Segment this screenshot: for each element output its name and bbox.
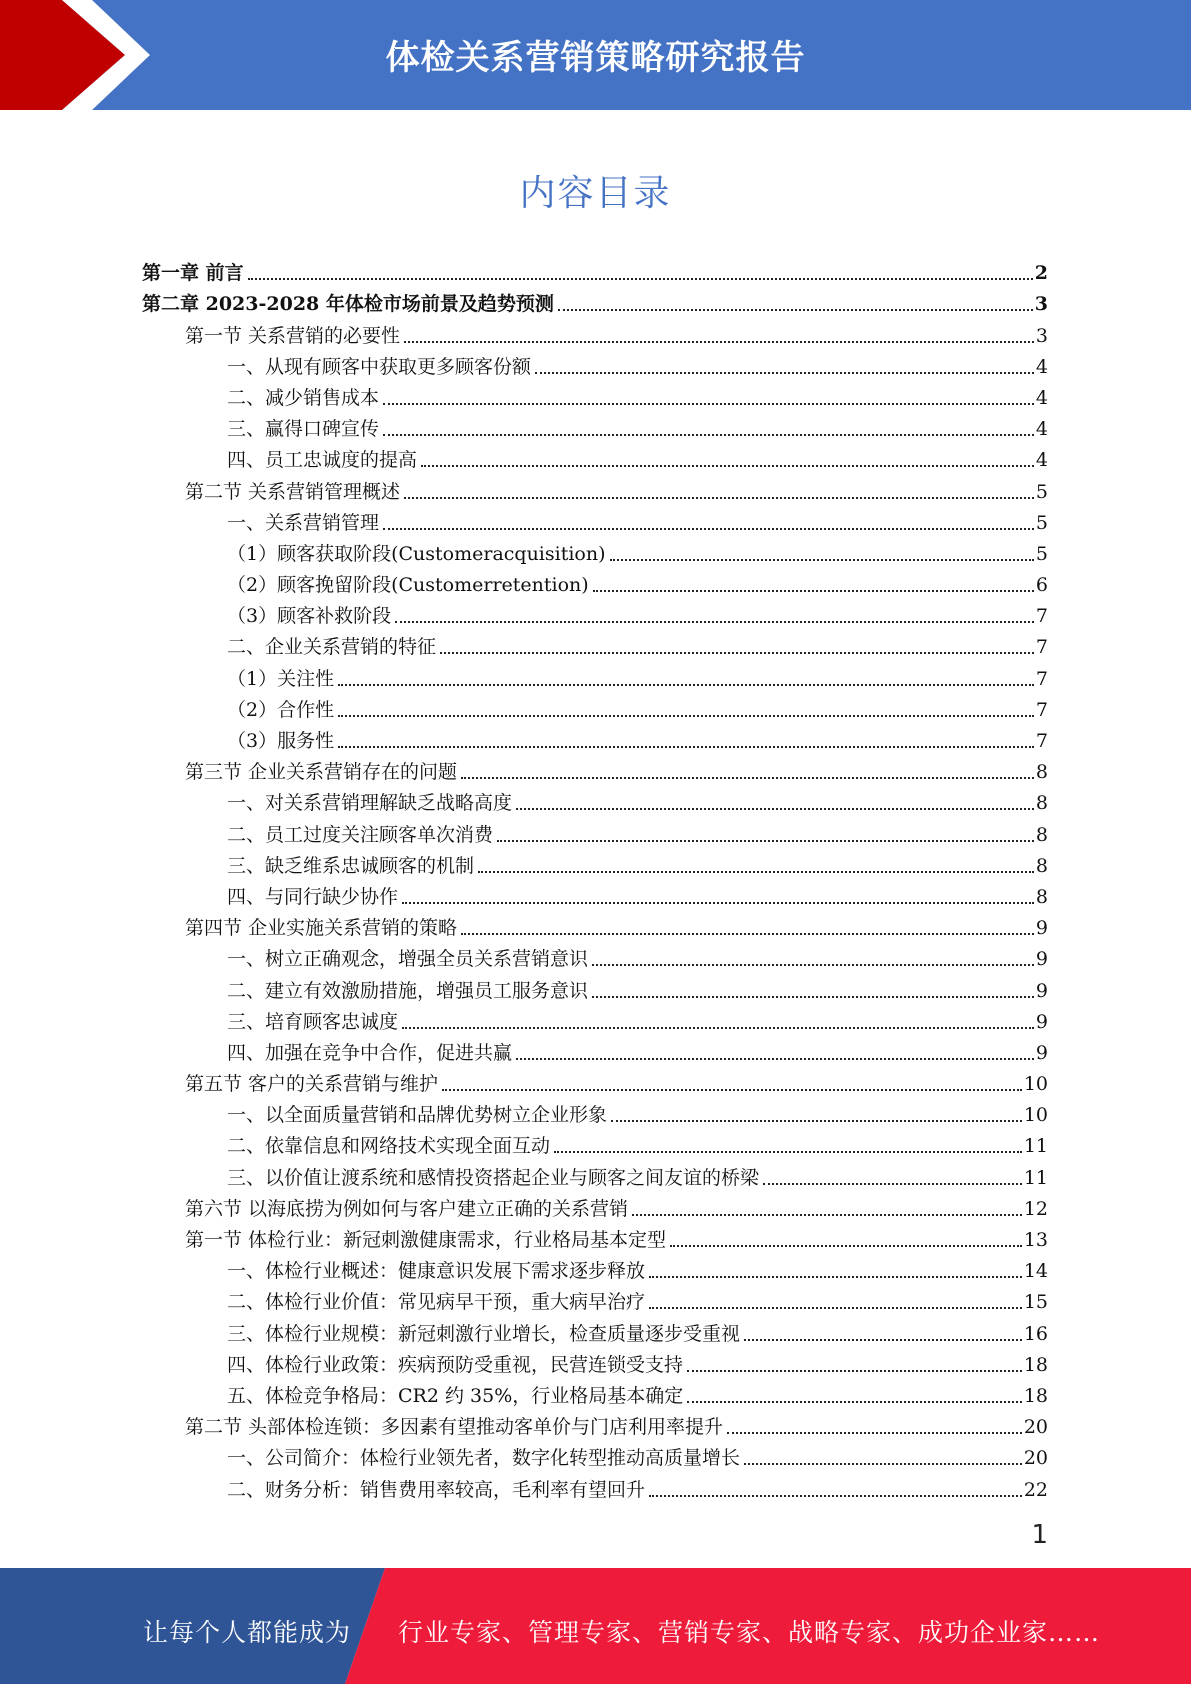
toc-entry[interactable]	[142, 316, 1048, 347]
toc-entry-page: 4	[1035, 449, 1048, 472]
toc-entry-title: 一、从现有顾客中获取更多顾客份额	[227, 355, 532, 378]
toc-leader-dots	[763, 1183, 1022, 1185]
toc-entry-title: 四、加强在竞争中合作，促进共赢	[227, 1041, 513, 1064]
toc-entry-page: 8	[1035, 823, 1048, 846]
footer-band	[0, 1568, 1191, 1684]
toc-leader-dots	[383, 528, 1034, 530]
toc-entry[interactable]	[142, 909, 1048, 940]
toc-entry-page: 5	[1035, 511, 1048, 534]
toc-entry-page: 5	[1035, 542, 1048, 565]
toc-entry-title: 一、以全面质量营销和品牌优势树立企业形象	[227, 1104, 608, 1127]
toc-entry-title: 二、财务分析：销售费用率较高，毛利率有望回升	[227, 1478, 646, 1501]
toc-entry-title: 第一章 前言	[142, 262, 244, 285]
toc-entry[interactable]	[142, 1127, 1048, 1158]
table-of-contents	[142, 254, 1048, 1502]
toc-entry-page: 20	[1023, 1416, 1048, 1439]
toc-leader-dots	[461, 933, 1034, 935]
toc-entry-page: 11	[1023, 1135, 1048, 1158]
toc-entry[interactable]	[142, 1283, 1048, 1314]
toc-entry[interactable]	[142, 410, 1048, 441]
toc-entry[interactable]	[142, 691, 1048, 722]
toc-entry-title: （1）关注性	[227, 667, 335, 690]
toc-entry[interactable]	[142, 1221, 1048, 1252]
toc-entry-title: 四、与同行缺少协作	[227, 885, 399, 908]
toc-entry-page: 11	[1023, 1166, 1048, 1189]
toc-entry-title: 一、体检行业概述：健康意识发展下需求逐步释放	[227, 1260, 646, 1283]
toc-entry-title: 二、建立有效激励措施，增强员工服务意识	[227, 979, 589, 1002]
toc-entry-title: 二、员工过度关注顾客单次消费	[227, 823, 494, 846]
toc-leader-dots	[442, 1089, 1022, 1091]
page-number: 1	[1031, 1520, 1048, 1550]
toc-entry-page: 18	[1023, 1353, 1048, 1376]
toc-entry-page: 8	[1035, 885, 1048, 908]
toc-entry[interactable]	[142, 1439, 1048, 1470]
toc-entry-title: 第六节 以海底捞为例如何与客户建立正确的关系营销	[185, 1197, 629, 1220]
toc-entry-title: 一、树立正确观念，增强全员关系营销意识	[227, 948, 589, 971]
toc-entry[interactable]	[142, 722, 1048, 753]
toc-entry[interactable]	[142, 815, 1048, 846]
toc-entry[interactable]	[142, 472, 1048, 503]
toc-entry-page: 7	[1035, 636, 1048, 659]
toc-entry-page: 3	[1035, 324, 1048, 347]
toc-entry[interactable]	[142, 254, 1048, 285]
toc-entry[interactable]	[142, 597, 1048, 628]
toc-entry-page: 7	[1035, 605, 1048, 628]
toc-entry-page: 9	[1035, 979, 1048, 1002]
toc-entry-title: 一、关系营销管理	[227, 511, 380, 534]
toc-leader-dots	[558, 309, 1033, 311]
toc-entry-page: 10	[1023, 1073, 1048, 1096]
toc-leader-dots	[535, 372, 1034, 374]
toc-entry[interactable]	[142, 379, 1048, 410]
toc-entry[interactable]	[142, 971, 1048, 1002]
toc-entry-page: 2	[1034, 262, 1048, 285]
toc-entry-page: 7	[1035, 698, 1048, 721]
toc-leader-dots	[461, 777, 1034, 779]
toc-entry-page: 4	[1035, 418, 1048, 441]
toc-entry-page: 9	[1035, 917, 1048, 940]
toc-leader-dots	[554, 1151, 1022, 1153]
toc-leader-dots	[383, 434, 1034, 436]
toc-entry[interactable]	[142, 441, 1048, 472]
toc-entry-title: （3）服务性	[227, 730, 335, 752]
toc-entry-page: 22	[1023, 1478, 1048, 1501]
toc-entry[interactable]	[142, 1377, 1048, 1408]
toc-entry-title: 第一节 关系营销的必要性	[185, 324, 401, 347]
toc-leader-dots	[632, 1214, 1022, 1216]
toc-leader-dots	[649, 1495, 1022, 1497]
toc-entry-page: 5	[1035, 480, 1048, 503]
toc-leader-dots	[727, 1432, 1022, 1434]
toc-entry-page: 10	[1023, 1104, 1048, 1127]
toc-entry[interactable]	[142, 1190, 1048, 1221]
toc-entry-title: 第二节 头部体检连锁：多因素有望推动客单价与门店利用率提升	[185, 1416, 724, 1439]
toc-leader-dots	[593, 590, 1034, 592]
toc-entry-page: 4	[1035, 355, 1048, 378]
toc-entry-title: 五、体检竞争格局：CR2 约 35%，行业格局基本确定	[227, 1384, 684, 1407]
toc-entry-title: （3）顾客补救阶段	[227, 605, 392, 628]
toc-entry[interactable]	[142, 566, 1048, 597]
toc-title: 内容目录	[519, 173, 672, 214]
toc-leader-dots	[611, 1120, 1022, 1122]
toc-entry-title: 第一节 体检行业：新冠刺激健康需求，行业格局基本定型	[185, 1229, 667, 1251]
toc-entry-title: 三、体检行业规模：新冠刺激行业增长，检查质量逐步受重视	[227, 1322, 741, 1345]
toc-entry[interactable]	[142, 1252, 1048, 1283]
toc-entry-title: 一、对关系营销理解缺乏战略高度	[227, 792, 513, 815]
toc-entry-page: 4	[1035, 386, 1048, 409]
toc-leader-dots	[649, 1276, 1022, 1278]
toc-entry[interactable]	[142, 1470, 1048, 1501]
toc-entry-title: 三、培育顾客忠诚度	[227, 1010, 399, 1033]
toc-entry-page: 3	[1034, 293, 1048, 316]
toc-leader-dots	[248, 278, 1033, 280]
toc-entry[interactable]	[142, 504, 1048, 535]
toc-entry-page: 8	[1035, 792, 1048, 815]
footer-slogan-left: 让每个人都能成为	[143, 1618, 352, 1647]
toc-entry-title: （2）顾客挽留阶段(Customerretention)	[227, 574, 589, 597]
toc-entry-page: 16	[1023, 1322, 1048, 1345]
header-band	[0, 0, 1191, 110]
toc-leader-dots	[610, 559, 1034, 561]
toc-entry[interactable]	[142, 1314, 1048, 1345]
toc-entry[interactable]	[142, 1065, 1048, 1096]
toc-entry[interactable]	[142, 784, 1048, 815]
toc-leader-dots	[404, 497, 1034, 499]
toc-entry-page: 9	[1035, 1041, 1048, 1064]
toc-entry-title: 四、体检行业政策：疾病预防受重视，民营连锁受支持	[227, 1353, 684, 1376]
toc-entry[interactable]	[142, 659, 1048, 690]
toc-leader-dots	[516, 1058, 1034, 1060]
toc-leader-dots	[592, 964, 1034, 966]
toc-entry-title: （2）合作性	[227, 698, 335, 721]
toc-leader-dots	[338, 746, 1034, 748]
toc-entry-page: 8	[1035, 854, 1048, 877]
toc-entry[interactable]	[142, 628, 1048, 659]
toc-entry-title: 三、赢得口碑宣传	[227, 418, 380, 441]
toc-leader-dots	[440, 652, 1034, 654]
toc-leader-dots	[744, 1463, 1022, 1465]
footer-slogan-right: 行业专家、管理专家、营销专家、战略专家、成功企业家……	[398, 1618, 1101, 1647]
toc-entry-title: 二、减少销售成本	[227, 386, 380, 409]
toc-entry[interactable]	[142, 1096, 1048, 1127]
toc-leader-dots	[497, 840, 1034, 842]
toc-leader-dots	[478, 871, 1034, 873]
toc-leader-dots	[670, 1245, 1022, 1247]
toc-entry-page: 18	[1023, 1384, 1048, 1407]
toc-entry-page: 9	[1035, 948, 1048, 971]
toc-entry-page: 13	[1023, 1229, 1048, 1251]
toc-entry-title: 三、以价值让渡系统和感情投资搭起企业与顾客之间友谊的桥梁	[227, 1166, 760, 1189]
toc-leader-dots	[516, 808, 1034, 810]
toc-leader-dots	[687, 1401, 1022, 1403]
toc-entry[interactable]	[142, 940, 1048, 971]
header-title: 体检关系营销策略研究报告	[385, 38, 806, 78]
toc-entry-page: 6	[1035, 574, 1048, 597]
toc-entry[interactable]	[142, 348, 1048, 379]
toc-entry-page: 7	[1035, 667, 1048, 690]
toc-entry-title: （1）顾客获取阶段(Customeracquisition)	[227, 542, 606, 565]
toc-leader-dots	[338, 684, 1034, 686]
toc-entry[interactable]	[142, 1003, 1048, 1034]
toc-entry-title: 第二章 2023-2028 年体检市场前景及趋势预测	[142, 293, 554, 316]
toc-entry-title: 第五节 客户的关系营销与维护	[185, 1073, 439, 1096]
toc-entry-page: 14	[1023, 1260, 1048, 1283]
toc-entry-page: 8	[1035, 761, 1048, 784]
toc-leader-dots	[649, 1307, 1022, 1309]
toc-leader-dots	[402, 1027, 1034, 1029]
toc-leader-dots	[421, 465, 1034, 467]
toc-leader-dots	[744, 1339, 1022, 1341]
toc-entry-title: 二、体检行业价值：常见病早干预，重大病早治疗	[227, 1291, 646, 1314]
toc-entry-title: 二、依靠信息和网络技术实现全面互动	[227, 1135, 551, 1158]
toc-entry-page: 20	[1023, 1447, 1048, 1470]
toc-entry-title: 四、员工忠诚度的提高	[227, 449, 418, 472]
toc-leader-dots	[404, 341, 1034, 343]
toc-entry[interactable]	[142, 1408, 1048, 1439]
toc-leader-dots	[687, 1370, 1022, 1372]
toc-entry-title: 第三节 企业关系营销存在的问题	[185, 761, 458, 784]
toc-entry-title: 第四节 企业实施关系营销的策略	[185, 917, 458, 940]
toc-entry-page: 15	[1023, 1291, 1048, 1314]
toc-entry-page: 7	[1035, 730, 1048, 752]
toc-entry[interactable]	[142, 847, 1048, 878]
toc-entry-title: 一、公司简介：体检行业领先者，数字化转型推动高质量增长	[227, 1447, 741, 1470]
toc-entry-page: 9	[1035, 1010, 1048, 1033]
toc-leader-dots	[338, 715, 1034, 717]
toc-entry-title: 第二节 关系营销管理概述	[185, 480, 401, 503]
toc-leader-dots	[592, 996, 1034, 998]
toc-leader-dots	[383, 403, 1034, 405]
toc-entry[interactable]	[142, 878, 1048, 909]
toc-entry-title: 二、企业关系营销的特征	[227, 636, 437, 659]
toc-entry[interactable]	[142, 285, 1048, 316]
toc-leader-dots	[402, 902, 1034, 904]
toc-leader-dots	[395, 621, 1034, 623]
toc-entry[interactable]	[142, 753, 1048, 784]
toc-entry-title: 三、缺乏维系忠诚顾客的机制	[227, 854, 475, 877]
toc-entry[interactable]	[142, 1158, 1048, 1189]
toc-entry[interactable]	[142, 1034, 1048, 1065]
toc-entry[interactable]	[142, 1346, 1048, 1377]
toc-entry[interactable]	[142, 535, 1048, 566]
toc-entry-page: 12	[1023, 1197, 1048, 1220]
